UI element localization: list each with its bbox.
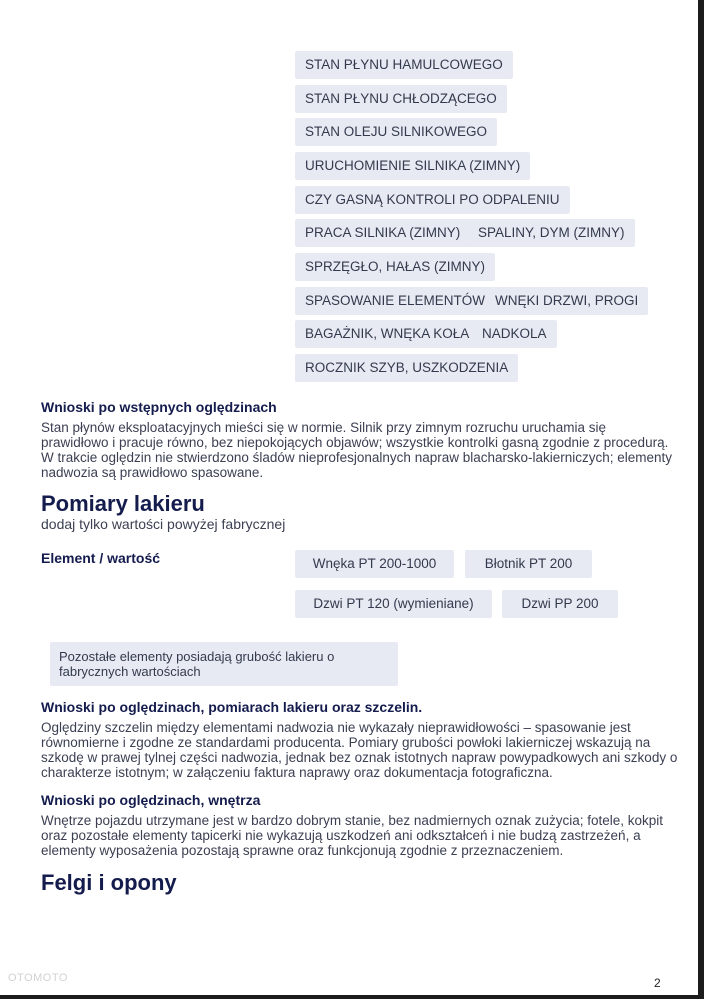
note-line: Pozostałe elementy posiadają grubość lakieru o — [59, 649, 335, 664]
initial-conclusions-text — [41, 420, 673, 480]
page-edge-shadow — [0, 995, 704, 999]
chip-coolant: STAN PŁYNU CHŁODZĄCEGO — [295, 85, 507, 113]
text-line: nadwozia są prawidłowo spasowane. — [41, 465, 264, 480]
chip-door-sills: WNĘKI DRZWI, PROGI — [485, 287, 648, 315]
interior-conclusions-heading: Wnioski po oględzinach, wnętrza — [41, 792, 261, 808]
page-edge-shadow — [698, 0, 704, 999]
chip-trunk-wheel-well: BAGAŻNIK, WNĘKA KOŁA — [295, 320, 479, 348]
text-line: Stan płynów eksploatacyjnych mieści się w normie. Silnik przy zimnym rozruchu uruchamia się — [41, 420, 606, 435]
text-line: prawidłowo i pracuje równo, bez niepokojących objawów; wszystkie kontrolki gasną zgodnie z procedurą. — [41, 435, 669, 450]
chip-wheel-arches: NADKOLA — [472, 320, 557, 348]
text-line: szkodę w prawej tylnej części nadwozia, jednak bez oznak istotnych napraw powypadkowych ani szkody o — [41, 750, 678, 765]
text-line: oraz pozostałe elementy tapicerki nie wykazują uszkodzeń ani odkształceń i nie budzą zastrzeżeń, a — [41, 828, 641, 843]
paint-value-chip: Błotnik PT 200 — [465, 550, 592, 578]
gaps-conclusions-text — [41, 720, 678, 780]
wheels-section-title: Felgi i opony — [41, 870, 177, 895]
chip-glass-year: ROCZNIK SZYB, USZKODZENIA — [295, 354, 518, 382]
page-number: 2 — [654, 976, 661, 990]
text-line: charakterze istotnym; w załączeniu faktura naprawy oraz dokumentacja fotograficzna. — [41, 765, 553, 780]
watermark: OTOMOTO — [8, 972, 68, 984]
initial-conclusions-heading: Wnioski po wstępnych oględzinach — [41, 399, 277, 415]
chip-clutch-noise: SPRZĘGŁO, HAŁAS (ZIMNY) — [295, 253, 495, 281]
paint-value-chip: Dzwi PT 120 (wymieniane) — [295, 590, 492, 618]
text-line: równomierne i zgodne ze standardami producenta. Pomiary grubości powłoki lakierniczej wskazują na — [41, 735, 651, 750]
chip-engine-start-cold: URUCHOMIENIE SILNIKA (ZIMNY) — [295, 152, 530, 180]
paint-section-title: Pomiary lakieru — [41, 491, 205, 516]
paint-note-box — [50, 642, 398, 686]
paint-value-chip: Wnęka PT 200-1000 — [295, 550, 454, 578]
paint-section-subtitle: dodaj tylko wartości powyżej fabrycznej — [41, 516, 286, 532]
chip-exhaust-smoke: SPALINY, DYM (ZIMNY) — [468, 219, 635, 247]
text-line: Oględziny szczelin między elementami nadwozia nie wykazały nieprawidłowości – spasowanie jest — [41, 720, 631, 735]
gaps-conclusions-heading: Wnioski po oględzinach, pomiarach lakieru oraz szczelin. — [41, 699, 423, 715]
text-line: W trakcie oględzin nie stwierdzono śladów nieprofesjonalnych napraw blacharsko-lakierniczych; elementy — [41, 450, 673, 465]
note-line: fabrycznych wartościach — [59, 664, 201, 679]
chip-engine-oil: STAN OLEJU SILNIKOWEGO — [295, 118, 497, 146]
chip-brake-fluid: STAN PŁYNU HAMULCOWEGO — [295, 51, 513, 79]
interior-conclusions-text — [41, 813, 664, 858]
text-line: Wnętrze pojazdu utrzymane jest w bardzo dobrym stanie, bez nadmiernych oznak zużycia; fotele, kokpit — [41, 813, 664, 828]
chip-panel-fit: SPASOWANIE ELEMENTÓW — [295, 287, 495, 315]
element-value-label: Element / wartość — [41, 550, 161, 566]
chip-warning-lights: CZY GASNĄ KONTROLI PO ODPALENIU — [295, 186, 570, 214]
text-line: elementy wyposażenia pozostają sprawne oraz funkcjonują zgodnie z przeznaczeniem. — [41, 843, 564, 858]
chip-engine-work-cold: PRACA SILNIKA (ZIMNY) — [295, 219, 470, 247]
paint-value-chip: Dzwi PP 200 — [502, 590, 618, 618]
